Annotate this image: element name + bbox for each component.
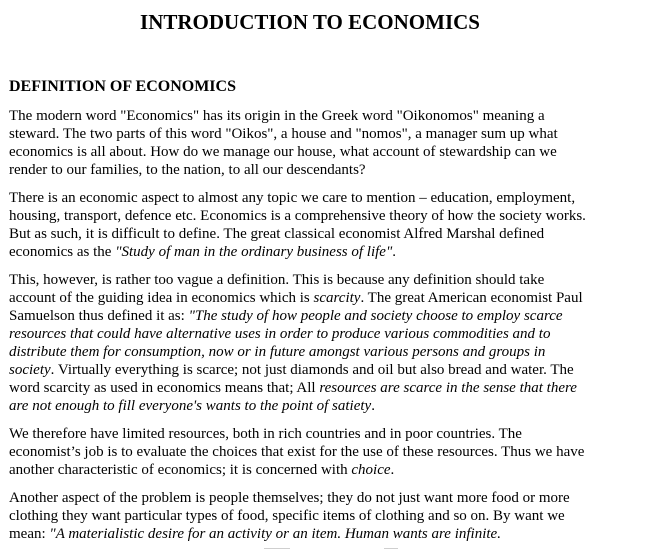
paragraph-2-line-2: housing, transport, defence etc. Economics is a comprehensive theory of how the society works. [9, 208, 586, 224]
paragraph-4 [9, 425, 607, 479]
paragraph-4-line-2: economist’s job is to evaluate the choices that exist for the use of these resources. Thus we have [9, 444, 585, 460]
paragraph-5-line-2: clothing they want particular types of food, specific items of clothing and so on. By want we [9, 508, 565, 524]
plain-text: another characteristic of economics; it is concerned with [9, 462, 352, 478]
want-definition-quote: "A materialistic desire for an activity or an item. Human wants are infinite. [49, 526, 501, 542]
paragraph-5-line-1: Another aspect of the problem is people themselves; they do not just want more food or more [9, 490, 570, 506]
paragraph-2 [9, 189, 607, 261]
paragraph-3 [9, 271, 607, 415]
paragraph-4-line-3 [9, 461, 607, 479]
plain-text: word scarcity as used in economics means that; All [9, 380, 320, 396]
clipped-line-trace [384, 548, 398, 549]
section-heading: DEFINITION OF ECONOMICS [9, 78, 236, 95]
plain-text: account of the guiding idea in economics which is [9, 290, 314, 306]
paragraph-1-line-2: steward. The two parts of this word "Oikos", a house and "nomos", a manager sum up what [9, 126, 558, 142]
plain-text: . The great American economist Paul [360, 290, 583, 306]
paragraph-1 [9, 107, 607, 179]
page-bottom-edge [0, 547, 649, 554]
paragraph-2-line-4 [9, 243, 607, 261]
paragraph-5 [9, 489, 607, 543]
paragraph-3-line-2 [9, 289, 607, 307]
document-title: INTRODUCTION TO ECONOMICS [140, 10, 480, 34]
samuelson-quote-end: society [9, 362, 51, 378]
plain-text: . [392, 244, 396, 260]
paragraph-1-line-1: The modern word "Economics" has its origin in the Greek word "Oikonomos" meaning a [9, 108, 545, 124]
paragraph-3-line-6 [9, 361, 607, 379]
plain-text: . [390, 462, 395, 478]
paragraph-5-line-3 [9, 525, 607, 543]
samuelson-quote: "The study of how people and society choose to employ scarce [188, 308, 563, 324]
plain-text: economics as the [9, 244, 116, 260]
paragraph-3-line-5: distribute them for consumption, now or in future amongst various persons and groups in [9, 344, 546, 360]
paragraph-2-line-1: There is an economic aspect to almost any topic we care to mention – education, employment, [9, 190, 576, 206]
scarcity-term: scarcity [313, 290, 361, 306]
paragraph-2-line-3: But as such, it is difficult to define. The great classical economist Alfred Marshal defined [9, 226, 545, 242]
scarcity-definition-end: are not enough to fill everyone's wants to the point of satiety [9, 398, 372, 414]
paragraph-3-line-7 [9, 379, 607, 397]
document-body [9, 107, 607, 553]
paragraph-3-line-4: resources that could have alternative uses in order to produce various commodities and to [9, 326, 551, 342]
clipped-line-trace [264, 548, 290, 549]
paragraph-3-line-3 [9, 307, 607, 325]
plain-text: Samuelson thus defined it as: [9, 308, 189, 324]
plain-text: mean: [9, 526, 50, 542]
paragraph-3-line-8 [9, 397, 607, 415]
paragraph-1-line-3: economics is all about. How do we manage our house, what account of stewardship can we [9, 144, 557, 160]
paragraph-3-line-1: This, however, is rather too vague a definition. This is because any definition should take [9, 272, 545, 288]
plain-text: . [371, 398, 375, 414]
paragraph-4-line-1: We therefore have limited resources, both in rich countries and in poor countries. The [9, 426, 522, 442]
scarcity-definition: resources are scarce in the sense that there [319, 380, 577, 396]
marshall-definition-quote: "Study of man in the ordinary business of life" [115, 244, 393, 260]
plain-text: . Virtually everything is scarce; not just diamonds and oil but also bread and water. The [50, 362, 574, 378]
choice-term: choice [351, 462, 391, 478]
paragraph-1-line-4: render to our families, to the nation, to all our descendants? [9, 162, 366, 178]
